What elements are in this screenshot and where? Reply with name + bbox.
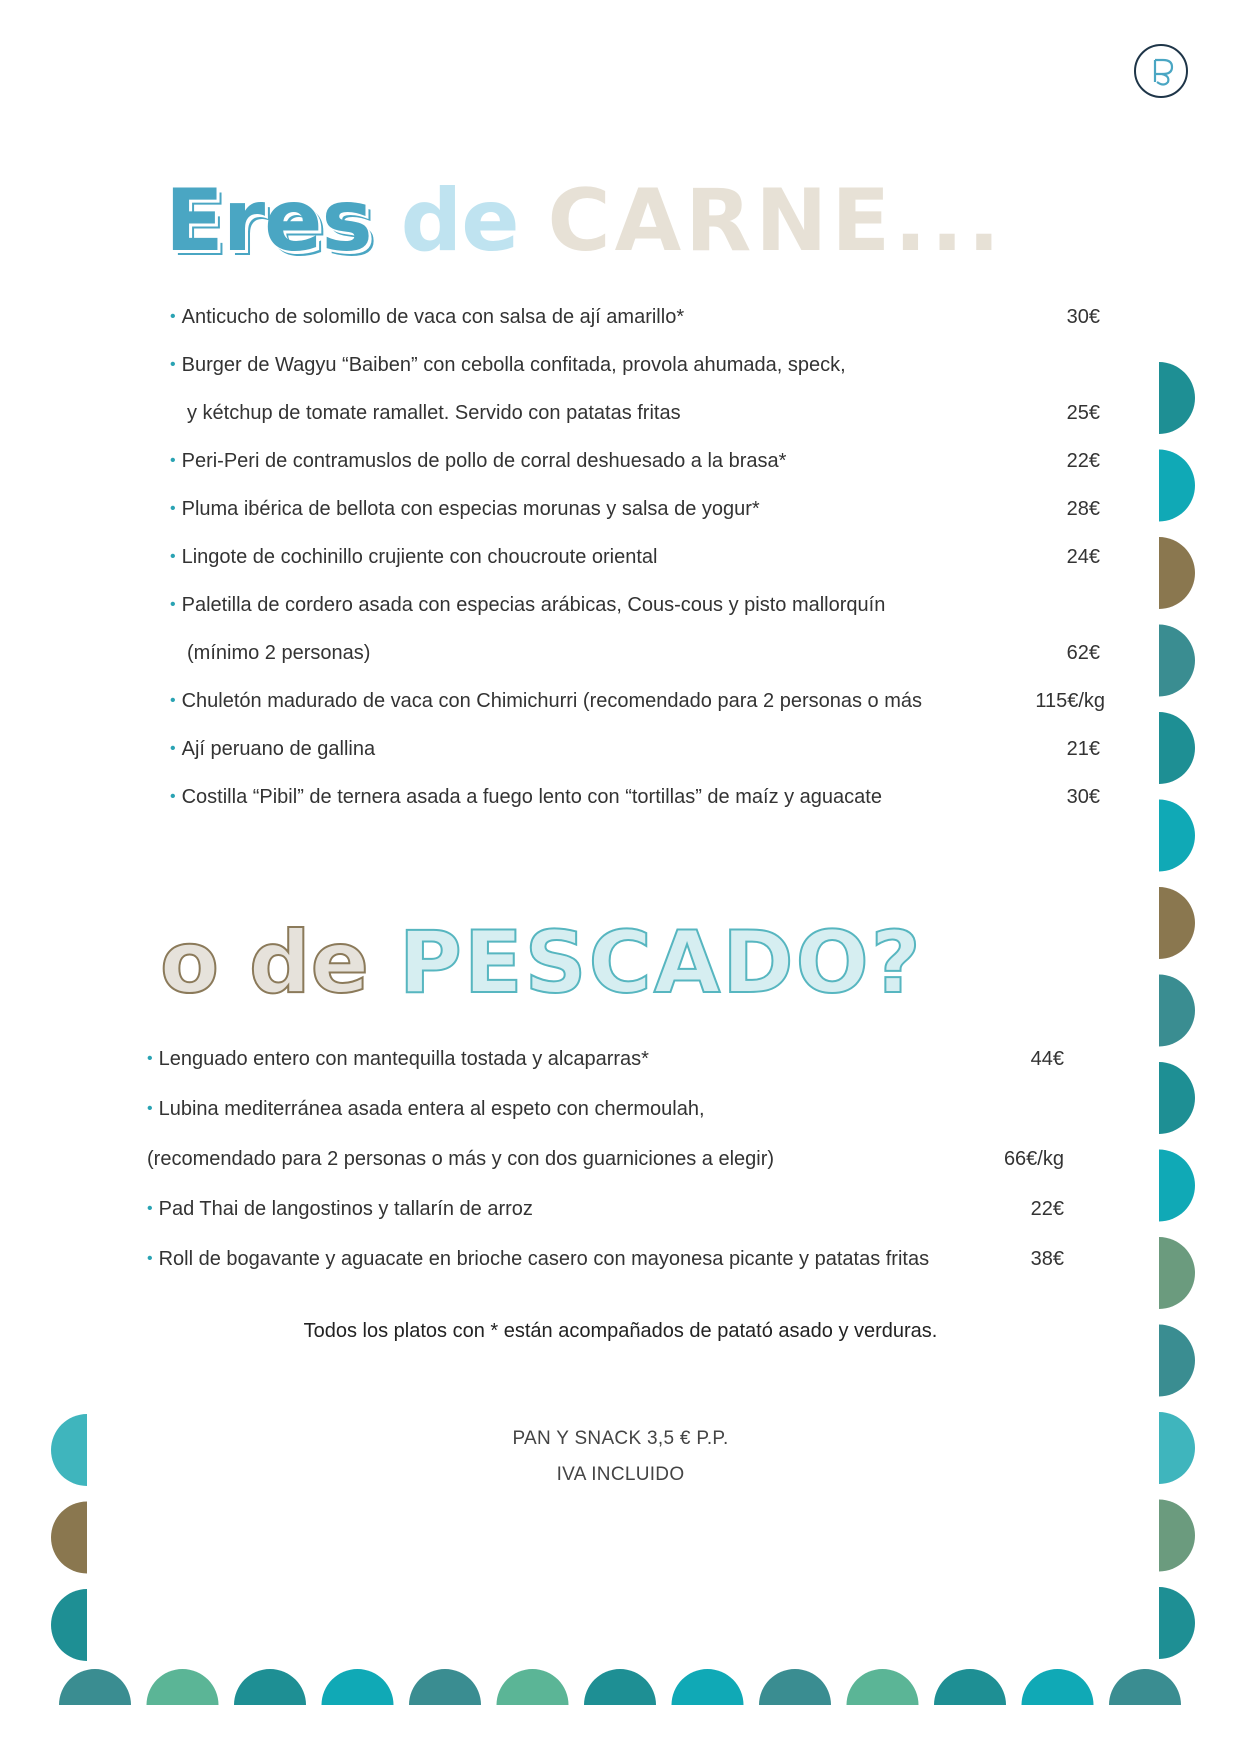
- right-half-circle: [1123, 1500, 1195, 1572]
- carne-heading-word2: de: [400, 171, 519, 271]
- item-price: 30€: [1066, 786, 1100, 808]
- item-price: 24€: [1066, 546, 1100, 568]
- item-price: 44€: [1030, 1048, 1064, 1070]
- item-label: Peri-Peri de contramuslos de pollo de corral deshuesado a la brasa*: [181, 450, 787, 472]
- right-half-circle: [1123, 887, 1195, 959]
- left-half-circle: [51, 1414, 123, 1486]
- bottom-half-circle: [322, 1669, 394, 1741]
- right-half-circle: [1123, 450, 1195, 522]
- bottom-half-circle: [934, 1669, 1006, 1741]
- right-half-circle: [1123, 975, 1195, 1047]
- bottom-half-circle: [1109, 1669, 1181, 1741]
- right-half-circle: [1123, 625, 1195, 697]
- bottom-half-circle: [147, 1669, 219, 1741]
- bullet-icon: •: [147, 1250, 153, 1267]
- item-label: Chuletón madurado de vaca con Chimichurri (recomendado para 2 personas o más: [181, 690, 923, 712]
- bullet-icon: •: [170, 692, 176, 709]
- pescado-heading-word1: o: [160, 913, 220, 1013]
- item-label: Pad Thai de langostinos y tallarín de arroz: [158, 1198, 533, 1220]
- item-price: 38€: [1030, 1248, 1064, 1270]
- right-half-circle: [1123, 712, 1195, 784]
- item-price: 22€: [1066, 450, 1100, 472]
- right-half-circle: [1123, 362, 1195, 434]
- bullet-icon: •: [170, 548, 176, 565]
- item-label: Anticucho de solomillo de vaca con salsa de ají amarillo*: [181, 306, 685, 328]
- bread-snack-price: PAN Y SNACK 3,5 € P.P.: [512, 1428, 729, 1449]
- bottom-half-circle: [409, 1669, 481, 1741]
- item-price: 115€/kg: [1035, 690, 1105, 712]
- right-half-circle: [1123, 1237, 1195, 1309]
- right-half-circle: [1123, 537, 1195, 609]
- item-label: Lubina mediterránea asada entera al espeto con chermoulah,: [158, 1098, 705, 1120]
- item-label: Costilla “Pibil” de ternera asada a fuego lento con “tortillas” de maíz y aguacate: [181, 786, 882, 808]
- item-label: Paletilla de cordero asada con especias arábicas, Cous-cous y pisto mallorquín: [181, 594, 886, 616]
- bottom-half-circle: [584, 1669, 656, 1741]
- pescado-heading-word2: de: [249, 913, 369, 1013]
- item-label: Pluma ibérica de bellota con especias morunas y salsa de yogur*: [181, 498, 760, 520]
- item-price: 62€: [1066, 642, 1100, 664]
- bottom-half-circle: [672, 1669, 744, 1741]
- bottom-half-circle: [234, 1669, 306, 1741]
- item-price: 66€/kg: [1003, 1148, 1064, 1170]
- item-label: (recomendado para 2 personas o más y con dos guarniciones a elegir): [147, 1148, 775, 1170]
- right-half-circle: [1123, 800, 1195, 872]
- left-half-circle: [51, 1589, 123, 1661]
- item-label: Lingote de cochinillo crujiente con choucroute oriental: [181, 546, 658, 568]
- bullet-icon: •: [147, 1200, 153, 1217]
- bullet-icon: •: [170, 308, 176, 325]
- bullet-icon: •: [170, 596, 176, 613]
- bottom-half-circle: [59, 1669, 131, 1741]
- item-label: (mínimo 2 personas): [187, 642, 371, 664]
- item-price: 22€: [1030, 1198, 1064, 1220]
- item-price: 30€: [1066, 306, 1100, 328]
- bottom-half-circle: [1022, 1669, 1094, 1741]
- item-price: 21€: [1066, 738, 1100, 760]
- item-price: 25€: [1066, 402, 1100, 424]
- bullet-icon: •: [170, 356, 176, 373]
- carne-heading-word1: Eres: [165, 171, 372, 271]
- item-label: Lenguado entero con mantequilla tostada y alcaparras*: [158, 1048, 649, 1070]
- bottom-half-circle: [497, 1669, 569, 1741]
- right-half-circle: [1123, 1587, 1195, 1659]
- bullet-icon: •: [147, 1100, 153, 1117]
- bottom-half-circle: [759, 1669, 831, 1741]
- item-label: Ají peruano de gallina: [181, 738, 376, 760]
- left-half-circle: [51, 1502, 123, 1574]
- item-label: Roll de bogavante y aguacate en brioche casero con mayonesa picante y patatas fritas: [158, 1248, 930, 1270]
- right-half-circle: [1123, 1325, 1195, 1397]
- bullet-icon: •: [170, 500, 176, 517]
- item-label: y kétchup de tomate ramallet. Servido con patatas fritas: [187, 402, 681, 424]
- item-price: 28€: [1066, 498, 1100, 520]
- right-half-circle: [1123, 1150, 1195, 1222]
- bottom-half-circle: [847, 1669, 919, 1741]
- item-label: Burger de Wagyu “Baiben” con cebolla confitada, provola ahumada, speck,: [181, 354, 846, 376]
- carne-heading-word3: CARNE...: [547, 171, 1005, 271]
- right-half-circle: [1123, 1412, 1195, 1484]
- pescado-heading-word3: PESCADO?: [398, 913, 923, 1013]
- garnish-note: Todos los platos con * están acompañados de patató asado y verduras.: [303, 1320, 938, 1342]
- bullet-icon: •: [170, 788, 176, 805]
- bullet-icon: •: [170, 740, 176, 757]
- bullet-icon: •: [170, 452, 176, 469]
- bullet-icon: •: [147, 1050, 153, 1067]
- vat-included-note: IVA INCLUIDO: [556, 1464, 685, 1485]
- right-half-circle: [1123, 1062, 1195, 1134]
